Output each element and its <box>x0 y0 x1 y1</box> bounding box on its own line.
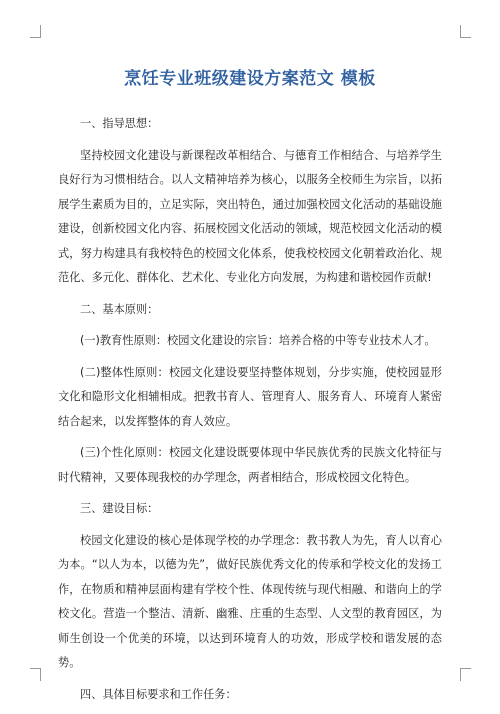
crop-mark-bottom-left <box>30 668 41 681</box>
section-heading-basic-principles: 二、基本原则： <box>80 302 159 316</box>
document-body <box>58 112 442 714</box>
section-heading-guiding-ideology: 一、指导思想： <box>80 117 159 130</box>
section-heading-construction-goals: 三、建设目标： <box>80 502 159 515</box>
paragraph-guiding-ideology: 坚持校园文化建设与新课程改革相结合、与德育工作相结合、与培养学生良好行为习惯相结合。以人文精神培养为核心，以服务全校师生为宗旨，以拓展学生素质为目的，立足实际，突出特色，通过加强校园文化活动的基础设施建设，创新校园文化内容、拓展校园文化活动的领域，规范校园文化活动的模式，努力构建具有我校特色的校园文化体系，使我校校园文化朝着政治化、规范化、多元化、群体化、艺术化、专业化方向发展，为构建和谐校园作贡献! <box>58 148 442 284</box>
paragraph-principle-education: (一)教育性原则：校园文化建设的宗旨：培养合格的中等专业技术人才。 <box>80 334 436 347</box>
paragraph-principle-individuality: (三)个性化原则：校园文化建设既要体现中华民族优秀的民族文化特征与时代精神，又要体现我校的办学理念，两者相结合，形成校园文化特色。 <box>58 446 442 484</box>
document-title: 烹饪专业班级建设方案范文 模板 <box>124 69 376 89</box>
paragraph-principle-integrity: (二)整体性原则：校园文化建设要坚持整体规划，分步实施，使校园显形文化和隐形文化相辅相成。把教书育人、管理育人、服务育人、环境育人紧密结合起来，以发挥整体的育人效应。 <box>58 365 442 428</box>
paragraph-construction-goals: 校园文化建设的核心是体现学校的办学理念：教书教人为先，育人以育心为本。“以人为本，以德为先”，做好民族优秀文化的传承和学校文化的发扬工作，在物质和精神层面构建有学校个性、体现传统与现代相融、和谐向上的学校文化。营造一个整洁、清新、幽雅、庄重的生态型、人文型的教育园区，为师生创设一个优美的环境，以达到环境育人的功效，形成学校和谐发展的态势。 <box>58 533 442 669</box>
crop-mark-bottom-right <box>460 668 471 681</box>
section-heading-specific-targets: 四、具体目标要求和工作任务： <box>80 687 237 701</box>
crop-mark-top-left <box>30 25 41 38</box>
crop-mark-top-right <box>460 25 471 38</box>
